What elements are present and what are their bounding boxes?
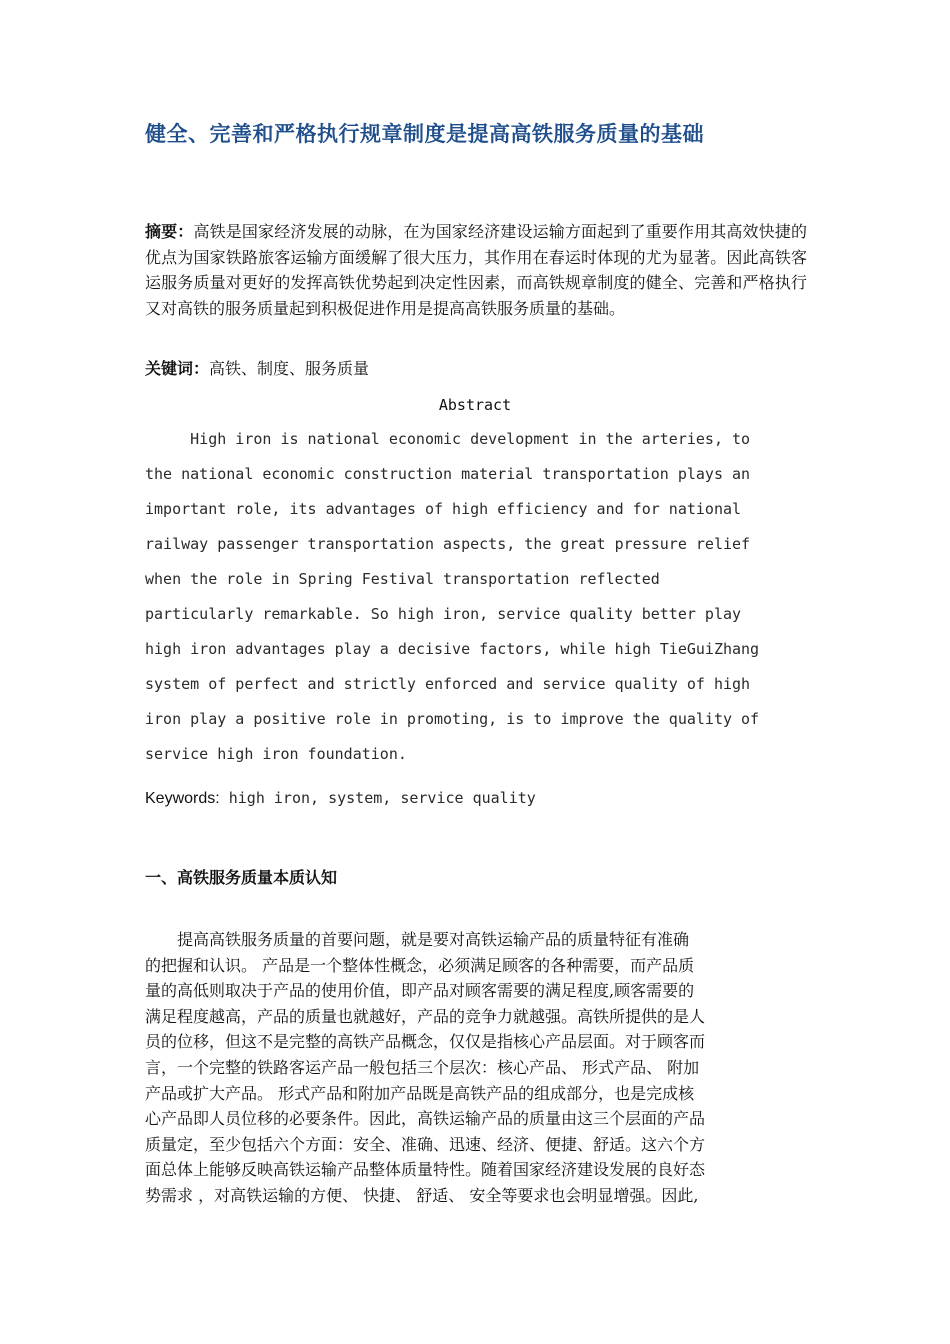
paragraph-line: 势需求 ，对高铁运输的方便、 快捷、 舒适、 安全等要求也会明显增强。因此, <box>145 1185 699 1205</box>
abstract-line: when the role in Spring Festival transportation reflected <box>145 570 660 588</box>
abstract-line: railway passenger transportation aspects, the great pressure relief <box>145 535 751 553</box>
paragraph-line: 产品或扩大产品。 形式产品和附加产品既是高铁产品的组成部分，也是完成核 <box>145 1083 695 1103</box>
abstract-english-heading: Abstract <box>438 396 512 414</box>
paragraph-line: 质量定，至少包括六个方面：安全、准确、迅速、经济、便捷、舒适。这六个方 <box>145 1134 706 1154</box>
paragraph-line: 量的高低则取决于产品的使用价值，即产品对顾客需要的满足程度,顾客需要的 <box>145 981 695 1001</box>
abstract-line: high iron advantages play a decisive factors, while high TieGuiZhang <box>145 640 760 658</box>
paragraph-line: 的把握和认识。 产品是一个整体性概念，必须满足顾客的各种需要，而产品质 <box>145 955 695 975</box>
abstract-line: particularly remarkable. So high iron, service quality better play <box>145 605 742 623</box>
abstract-line: High iron is national economic development in the arteries, to <box>145 430 751 448</box>
keywords-text: 高铁、制度、服务质量 <box>209 359 370 378</box>
abstract-line: iron play a positive role in promoting, is to improve the quality of <box>145 710 760 728</box>
section-heading: 一、高铁服务质量本质认知 <box>145 868 338 887</box>
paragraph-line: 员的位移，但这不是完整的高铁产品概念，仅仅是指核心产品层面。对于顾客而 <box>145 1032 706 1052</box>
abstract-line: the national economic construction material transportation plays an <box>145 465 751 483</box>
body-paragraph <box>145 927 807 1209</box>
page-title: 健全、完善和严格执行规章制度是提高高铁服务质量的基础 <box>145 121 704 146</box>
keywords-label: 关键词： <box>145 359 210 378</box>
abstract-label: 摘要： <box>145 222 194 241</box>
abstract-english <box>145 422 805 772</box>
paragraph-line: 心产品即人员位移的必要条件。因此，高铁运输产品的质量由这三个层面的产品 <box>145 1109 706 1129</box>
keywords-english <box>145 786 536 811</box>
abstract-line: service high iron foundation. <box>145 745 407 763</box>
keywords-english-label: Keywords: <box>145 790 220 807</box>
keywords-chinese <box>145 356 369 381</box>
paragraph-line: 言，一个完整的铁路客运产品一般包括三个层次：核心产品、 形式产品、 附加 <box>145 1057 700 1077</box>
abstract-text: 高铁是国家经济发展的动脉，在为国家经济建设运输方面起到了重要作用其高效快捷的优点为国家铁路旅客运输方面缓解了很大压力，其作用在春运时体现的尤为显著。因此高铁客运服务质量对更好的发挥高铁优势起到决定性因素，而高铁规章制度的健全、完善和严格执行又对高铁的服务质量起到积极促进作用是提高高铁服务质量的基础。 <box>145 222 807 318</box>
keywords-english-text: high iron, system, service quality <box>219 789 536 807</box>
abstract-chinese <box>145 219 807 321</box>
paragraph-line: 面总体上能够反映高铁运输产品整体质量特性。随着国家经济建设发展的良好态 <box>145 1160 706 1180</box>
paragraph-line: 满足程度越高，产品的质量也就越好，产品的竞争力就越强。高铁所提供的是人 <box>145 1006 706 1026</box>
abstract-line: important role, its advantages of high efficiency and for national <box>145 500 742 518</box>
paragraph-line: 提高高铁服务质量的首要问题，就是要对高铁运输产品的质量特征有准确 <box>145 930 690 949</box>
abstract-line: system of perfect and strictly enforced and service quality of high <box>145 675 751 693</box>
